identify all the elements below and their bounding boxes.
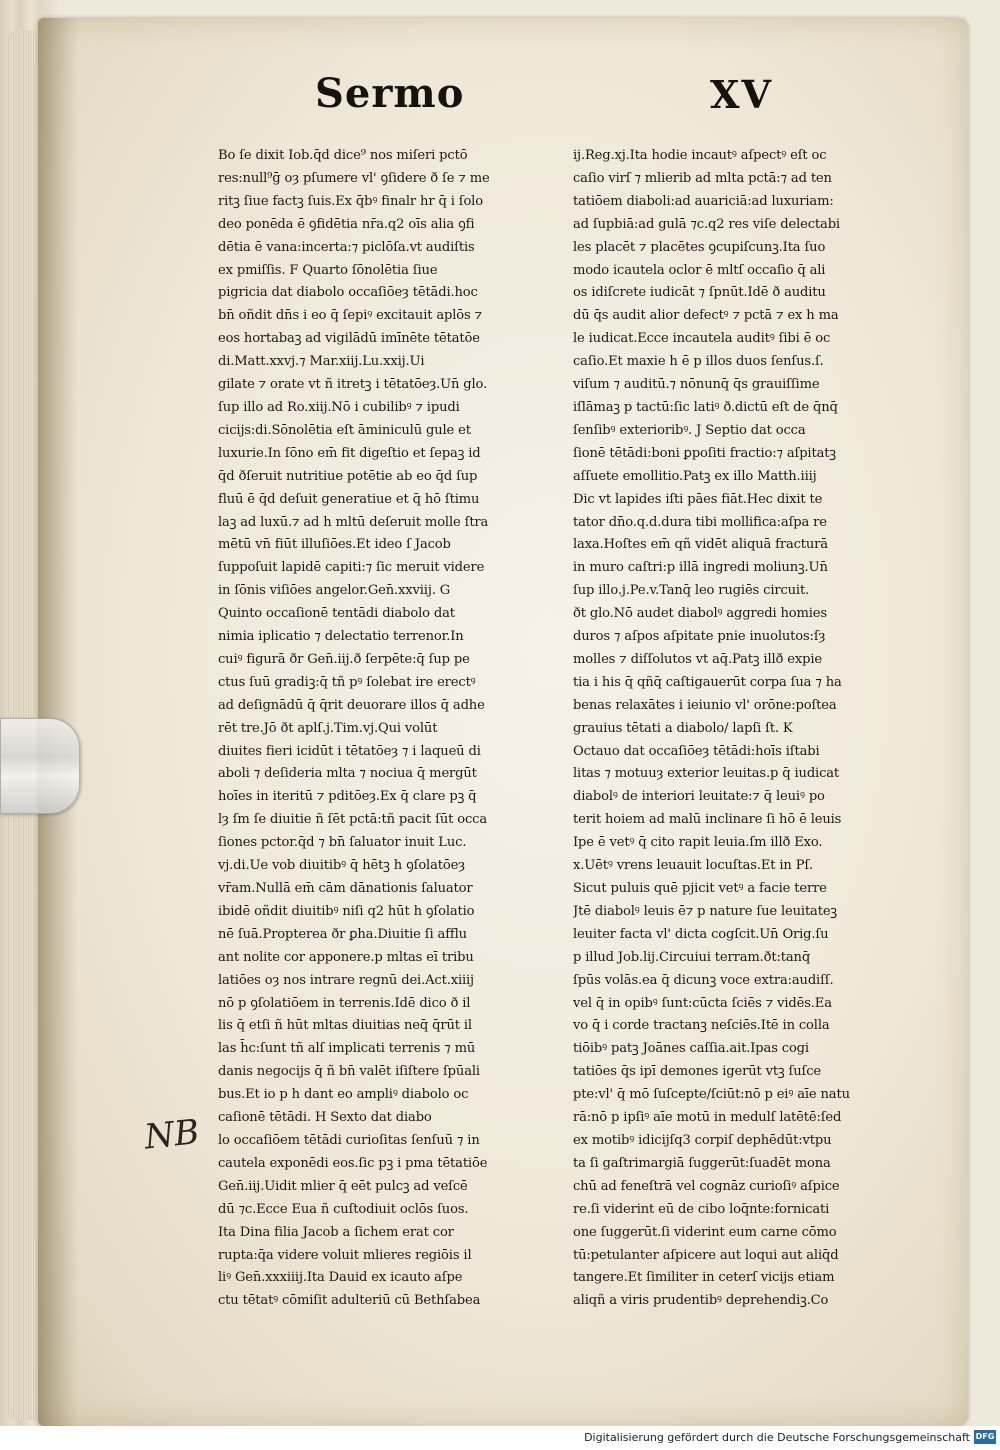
- running-head-number: XV: [710, 72, 773, 117]
- text-line: tatiōem diaboli:ad auariciā:ad luxuriam:: [573, 193, 834, 209]
- footer-bar: [0, 1426, 1000, 1450]
- text-line: in ſōnis viſiōes angelor.Gen̄.xxviij. G: [218, 583, 451, 599]
- text-line: diuites fieri icidūt i tētatōeȝ ⁊ i laqueū di: [218, 743, 481, 759]
- text-line: vel q̄ in opibꝰ ſunt:cūcta ſciēs ⁊ vidēs.Ea: [573, 995, 832, 1011]
- text-line: Dic vt lapides iſti pāes fiāt.Hec dixit te: [573, 491, 823, 507]
- running-head-title: Sermo: [315, 70, 465, 117]
- text-line: grauius tētati a diabolo/ lapſi ſt. K: [573, 720, 793, 736]
- footer-credit: Digitalisierung gefördert durch die Deutsche Forschungsgemeinschaft: [584, 1431, 970, 1444]
- text-line: litas ⁊ motuuȝ exterior leuitas.p q̄ iudicat: [573, 766, 840, 782]
- text-line: liꝰ Gen̄.xxxiiij.Ita Dauid ex icauto aſpe: [218, 1270, 463, 1286]
- text-line: hoīes in iteritū ⁊ pditōeȝ.Ex q̄ clare pꝫ q̄: [218, 789, 477, 805]
- text-line: modo icautela oclor ē mltſ occaſio q̄ ali: [573, 262, 826, 278]
- text-line: danis negocijs q̄ ñ bn̄ valēt iſiſtere ſpūali: [218, 1064, 480, 1080]
- text-line: duros ⁊ aſpos aſpitate pnie inuolutos:ſȝ: [573, 629, 826, 645]
- text-line: Ita Dina filia Jacob a ſichem erat cor: [218, 1224, 454, 1240]
- text-line: viſum ⁊ auditū.⁊ nōnunq̄ q̄s grauiſſime: [573, 377, 820, 393]
- text-line: mētū vn̄ fiūt illuſiōes.Et ideo ſ Jacob: [218, 537, 451, 553]
- text-line: Gen̄.iij.Uidit mlier q̄ eēt pulcꝫ ad veſcē: [218, 1178, 468, 1194]
- text-line: molles ⁊ diſſolutos vt aq̄.Patꝫ illð expie: [573, 651, 822, 667]
- text-line: bn̄ oñdit dn̄s i eo q̄ ſepiꝰ excitauit aplōs ⁊: [218, 308, 482, 324]
- text-line: deo ponēda ē ꝯfidētia nr̄a.q2 oīs alia ꝯfi: [218, 216, 475, 232]
- text-line: ſionē tētādi:boni ꝑpoſiti fractio:⁊ aſpitatꝫ: [573, 445, 836, 461]
- text-line: luxurie.In ſōno em̄ fit digeſtio et ſepaꝫ id: [218, 445, 481, 461]
- text-line: ex motibꝰ idicijſq3 corpiſ dephēdūt:vtpu: [573, 1132, 832, 1148]
- text-column-right: [573, 145, 923, 1313]
- text-line: ctu tētatꝰ cōmiſit adulteriū cū Bethſabea: [218, 1293, 481, 1309]
- text-line: benas relaxātes i ieiunio vl' orōne:poſtea: [573, 697, 837, 713]
- text-line: re.ſi viderint eū de cibo loq̄nte:fornicati: [573, 1201, 830, 1217]
- text-line: iſlāmaꝫ p tactū:ſic latiꝰ ð.dictū eſt de q̄nq̄: [573, 399, 838, 415]
- text-line: res:null⁹ḡ oȝ pſumere vl' ꝯſidere ð ſe ⁊ me: [218, 170, 490, 186]
- text-line: ta ſi gaſtrimargiā ſuggerūt:ſuadēt mona: [573, 1155, 831, 1171]
- text-line: Sicut puluis quē pjicit vetꝰ a facie terre: [573, 881, 827, 896]
- text-line: bus.Et io p h dant eo ampliꝰ diabolo oc: [218, 1087, 469, 1103]
- text-line: ctus ſuū gradiꝫ:q̄ tñ pꝰ ſolebat ire erectꝰ: [218, 674, 476, 690]
- text-line: tia i his q̄ qñq̄ caſtigauerūt corpa ſua ⁊ ha: [573, 674, 842, 690]
- text-line: les placēt ⁊ placētes ꝯcupiſcunꝫ.Ita ſuo: [573, 239, 826, 255]
- text-line: Bo ſe dixit Iob.q̄d dice⁹ nos miſeri pctō: [218, 148, 468, 163]
- paper-clip: [0, 718, 80, 814]
- text-line: fluū ē q̄d deſuit generatiue et q̄ hō ſtimu: [218, 491, 480, 507]
- text-line: di.Matt.xxvj.⁊ Mar.xiij.Lu.xxij.Ui: [218, 354, 425, 370]
- text-line: os idiſcrete iudicāt ⁊ ſpnūt.Idē ð auditu: [573, 285, 826, 301]
- text-line: rupta:q̄a videre voluit mlieres regiōis il: [218, 1247, 472, 1263]
- text-line: ſiones pctor.q̄d ⁊ bn̄ ſaluator inuit Luc.: [218, 835, 467, 851]
- text-line: vj.di.Ue vob diuitibꝰ q̄ hētꝫ h ꝯſolatōeȝ: [218, 858, 465, 874]
- text-line: q̄d ðſeruit nutritiue potētie ab eo q̄d ſup: [218, 468, 478, 484]
- text-line: caſio.Et maxie h ē p illos duos ſenſus.ſ.: [573, 354, 824, 370]
- text-line: nō p ꝯſolatiōem in terrenis.Idē dico ð il: [218, 995, 471, 1011]
- text-line: Octauo dat occaſiōeȝ tētādi:hoīs iſtabi: [573, 743, 820, 759]
- text-line: dū q̄s audit alior defectꝰ ⁊ pctā ⁊ ex h ma: [573, 308, 839, 324]
- text-line: pigricia dat diabolo occaſiōeȝ tētādi.hoc: [218, 285, 478, 301]
- text-line: ibidē oñdit diuitibꝰ niſi q2 hūt h ꝯſolatio: [218, 903, 475, 919]
- text-line: ſup illo.j.Pe.v.Tanq̄ leo rugiēs circuit.: [573, 583, 810, 599]
- text-line: diabolꝰ de interiori leuitate:⁊ q̄ leuiꝰ po: [573, 789, 825, 805]
- text-line: tangere.Et ſimiliter in ceterſ vicijs etiam: [573, 1270, 835, 1286]
- text-line: in muro caſtri:p illā ingredi moliunꝫ.Un̄: [573, 560, 828, 576]
- margin-note: NB: [142, 1112, 202, 1158]
- text-line: las h̄c:ſunt tñ alſ implicati terrenis ⁊ mū: [218, 1041, 476, 1057]
- text-line: ſpūs volās.ea q̄ dicunꝫ voce extra:audiſſ.: [573, 972, 834, 988]
- text-line: cautela exponēdi eos.ſic pꝫ i pma tētatiōe: [218, 1155, 488, 1171]
- text-line: laxa.Hoſtes em̄ qñ vidēt aliquā fracturā: [573, 537, 828, 553]
- text-line: vr̄am.Nullā em̄ cām dānationis ſaluator: [218, 881, 473, 896]
- text-line: pte:vl' q̄ mō ſuſcepte/ſciūt:nō p eiꝰ aīe natu: [573, 1087, 850, 1103]
- text-line: ant nolite cor apponere.p mltas eī tribu: [218, 949, 474, 965]
- text-line: lis q̄ etſi ñ hūt mltas diuitias neq̄ q̄rūt il: [218, 1018, 472, 1034]
- text-line: dū ⁊c.Ecce Eua ñ cuſtodiuit oclōs ſuos.: [218, 1201, 469, 1217]
- text-line: le iudicat.Ecce incautela auditꝰ ſibi ē oc: [573, 331, 831, 347]
- text-line: lo occaſiōem tētādi curioſitas ſenſuū ⁊ in: [218, 1132, 480, 1148]
- dfg-logo: DFG: [974, 1430, 996, 1444]
- text-line: ad deſignādū q̄ q̄rit deuorare illos q̄ adhe: [218, 697, 485, 713]
- text-line: rā:nō p ipſiꝰ aīe motū in medulſ latētē:ſed: [573, 1110, 842, 1126]
- text-line: aboli ⁊ deſideria mlta ⁊ nociua q̄ mergūt: [218, 766, 477, 782]
- text-line: ſup illo ad Ro.xiij.Nō i cubilibꝰ ⁊ ipudi: [218, 399, 460, 415]
- text-line: aliqñ a viris prudentibꝰ deprehendiꝫ.Co: [573, 1293, 829, 1309]
- text-line: Ipe ē vetꝰ q̄ cito rapit leuia.ſm illð Exo.: [573, 835, 823, 851]
- text-line: gilate ⁊ orate vt ñ itretꝫ i tētatōeȝ.Un̄ glo.: [218, 377, 488, 393]
- text-line: cicijs:di.Sōnolētia eſt āminiculū gule et: [218, 422, 471, 438]
- text-line: dētia ē vana:incerta:⁊ piclōſa.vt audiſtis: [218, 239, 475, 255]
- text-line: chū ad feneſtrā vel cognāz curioſiꝰ aſpice: [573, 1178, 840, 1194]
- text-line: latiōes oȝ nos intrare regnū dei.Act.xiiij: [218, 972, 474, 988]
- text-line: eos hortabaꝫ ad vigilādū imīnēte tētatōe: [218, 331, 480, 347]
- text-line: x.Uētꝰ vrens leuauit locuſtas.Et in Pſ.: [573, 858, 814, 874]
- text-line: caſionē tētādi. H Sexto dat diabo: [218, 1110, 432, 1126]
- text-line: aſſuete emollitio.Patꝫ ex illo Matth.iiij: [573, 468, 817, 484]
- text-line: terit hoiem ad malū inclinare ſi hō ē leuis: [573, 812, 842, 828]
- text-line: leuiter facta vl' dicta cogſcit.Un̄ Orig.ſu: [573, 926, 829, 942]
- text-line: Jtē diabolꝰ leuis ē⁊ p nature ſue leuitateꝫ: [573, 903, 837, 919]
- text-line: tiōibꝰ patꝫ Joānes caſſia.ait.Ipas cogi: [573, 1041, 809, 1057]
- text-line: nimia iplicatio ⁊ delectatio terrenor.In: [218, 629, 464, 645]
- text-line: p illud Job.lij.Circuiui terram.ðt:tanq̄: [573, 949, 811, 965]
- text-line: ij.Reg.xj.Ita hodie incautꝰ aſpectꝰ eſt oc: [573, 148, 827, 163]
- text-line: Quinto occaſionē tentādi diabolo dat: [218, 606, 455, 622]
- text-line: ſuppoſuit lapidē capiti:⁊ ſic meruit videre: [218, 560, 485, 576]
- text-line: ad ſupbiā:ad gulā ⁊c.q2 res viſe delectabi: [573, 216, 840, 232]
- text-line: tū:petulanter aſpicere aut loqui aut aliq̄d: [573, 1247, 839, 1263]
- text-line: ſenſibꝰ exterioribꝰ. J Septio dat occa: [573, 422, 806, 438]
- text-line: tatiōes q̄s ipī demones igerūt vtꝫ ſuſce: [573, 1064, 822, 1080]
- text-line: caſio virſ ⁊ mlierib ad mlta pctā:⁊ ad ten: [573, 170, 832, 186]
- text-line: cuiꝰ figurā ðr Gen̄.iij.ð ſerpēte:q̄ ſup pe: [218, 651, 470, 667]
- text-line: one ſuggerūt.ſi viderint eum carne cōmo: [573, 1224, 837, 1240]
- text-line: lȝ ſm ſe diuitie ñ ſēt pctā:tñ pacit ſūt occa: [218, 812, 488, 828]
- running-head: [315, 70, 785, 120]
- text-line: tator dn̄o.q.d.dura tibi mollifica:aſpa re: [573, 514, 827, 530]
- text-line: vo q̄ i corde tractanꝫ neſciēs.Itē in colla: [573, 1018, 830, 1034]
- text-line: nē ſuā.Propterea ðr ꝑha.Diuitie ſi afflu: [218, 926, 467, 942]
- text-line: ritꝫ ſiue factꝫ ſuis.Ex q̄bꝰ finalr hr q̄ i ſolo: [218, 193, 483, 209]
- text-line: rēt tre.Jō ðt aplſ.j.Tim.vj.Qui volūt: [218, 720, 438, 736]
- text-line: laꝫ ad luxū.⁊ ad h mltū deſeruit molle ſtra: [218, 514, 489, 530]
- text-line: ex pmiſſis. F Quarto ſōnolētia ſiue: [218, 262, 438, 278]
- text-column-left: [218, 145, 568, 1313]
- text-line: ðt glo.Nō audet diabolꝰ aggredi homies: [573, 606, 827, 622]
